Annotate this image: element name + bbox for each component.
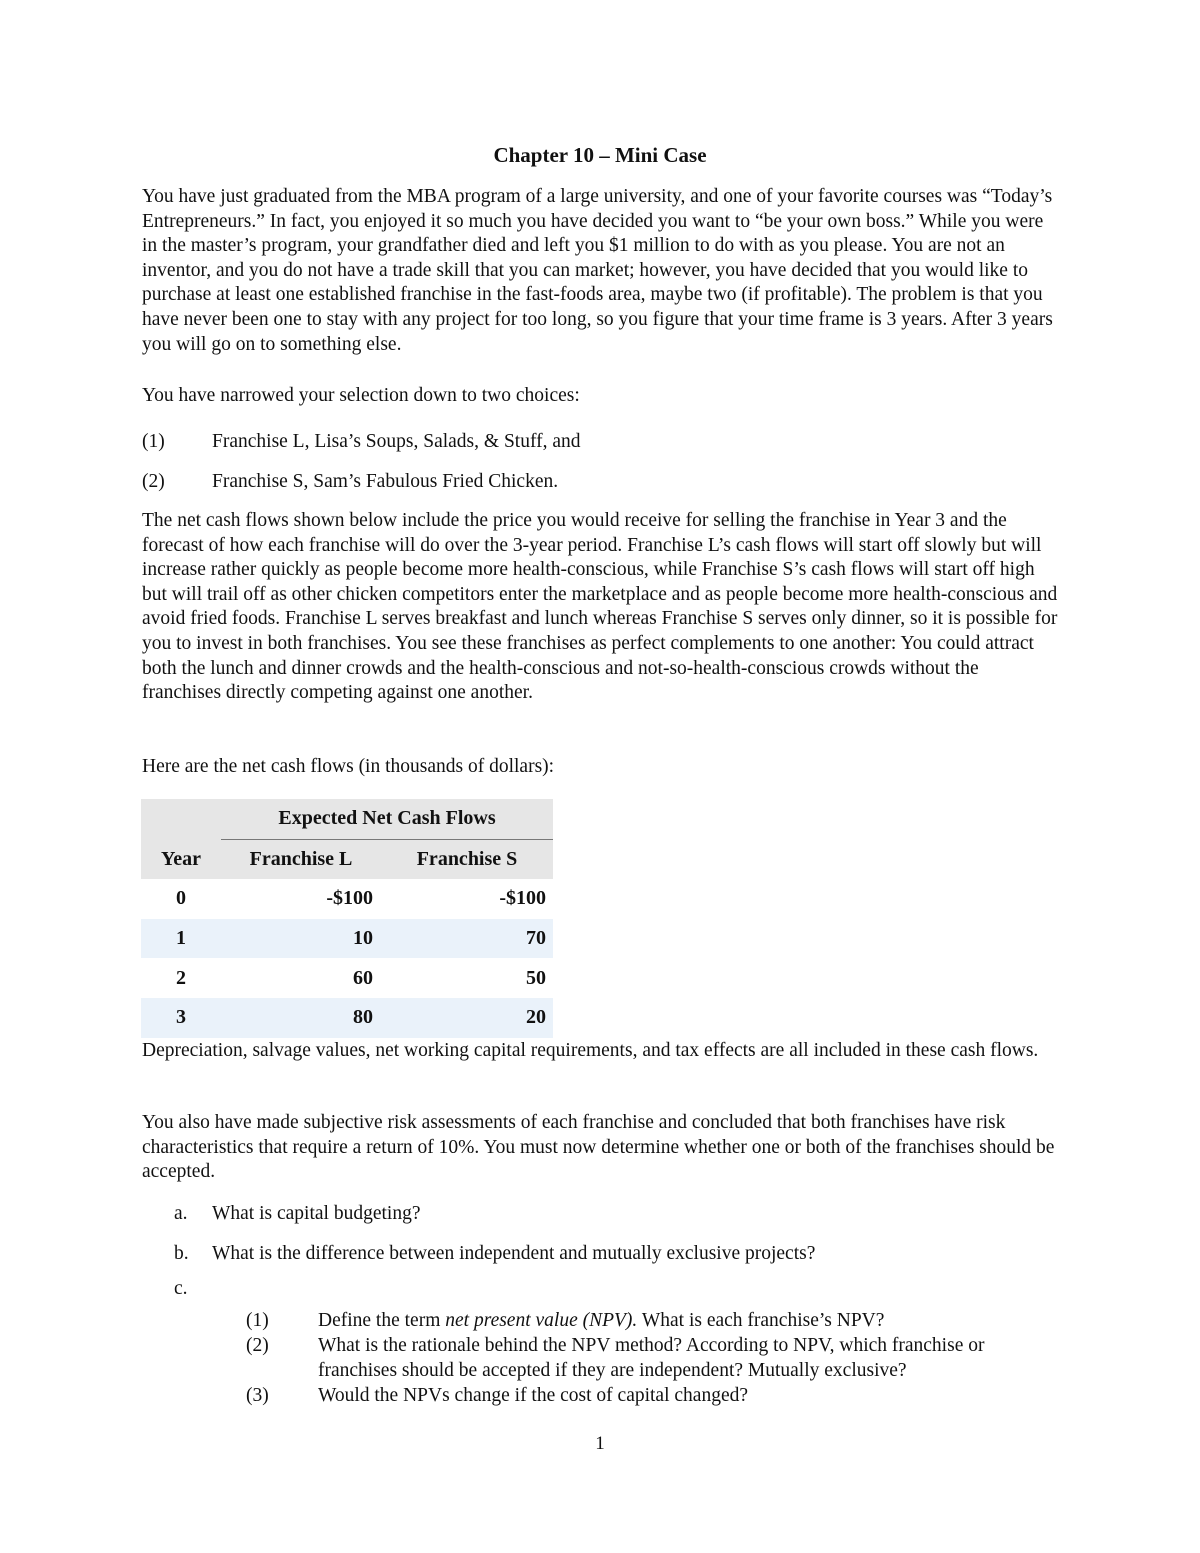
subquestion-number: (1) xyxy=(246,1310,269,1331)
table-row xyxy=(141,998,553,1038)
depreciation-paragraph: Depreciation, salvage values, net working capital requirements, and tax effects are all included in these cash flows. xyxy=(142,1040,1039,1061)
subquestion-number: (3) xyxy=(246,1385,269,1406)
cash-flow-table xyxy=(141,799,553,1038)
cell-franchise-l: -$100 xyxy=(326,887,373,910)
narrowed-paragraph: You have narrowed your selection down to two choices: xyxy=(142,385,580,406)
table-header-row xyxy=(141,799,553,839)
choice-number: (1) xyxy=(142,431,165,452)
cell-franchise-s: 20 xyxy=(526,1006,546,1029)
choice-number: (2) xyxy=(142,471,165,492)
table-intro: Here are the net cash flows (in thousands of dollars): xyxy=(142,756,555,777)
page-number: 1 xyxy=(595,1433,605,1454)
cell-year: 1 xyxy=(141,919,221,959)
cell-franchise-s: -$100 xyxy=(499,887,546,910)
cell-franchise-l: 10 xyxy=(353,927,373,950)
question-text: What is the difference between independent and mutually exclusive projects? xyxy=(212,1243,816,1264)
cell-franchise-l: 80 xyxy=(353,1006,373,1029)
cell-franchise-s: 50 xyxy=(526,966,546,989)
choice-text: Franchise S, Sam’s Fabulous Fried Chicken. xyxy=(212,471,559,492)
cell-year: 3 xyxy=(141,998,221,1038)
question-letter: c. xyxy=(174,1278,188,1299)
question-letter: a. xyxy=(174,1203,188,1224)
column-header-franchise-s: Franchise S xyxy=(381,839,553,879)
subquestion-text: Define the term net present value (NPV). What is each franchise’s NPV? xyxy=(318,1310,885,1331)
column-header-year: Year xyxy=(141,839,221,879)
cash-flow-paragraph: The net cash flows shown below include the price you would receive for selling the franchise in Year 3 and the forecast of how each franchise will do over the 3-year period. Franchise L’s cash flows will start off slowly but will increase rather quickly as people become more health-conscious, while Franchise S’s cash flows will start off high but will trail off as other chicken competitors enter the marketplace and as people become more health-conscious and avoid fried foods. Franchise L serves breakfast and lunch whereas Franchise S serves only dinner, so it is possible for you to invest in both franchises. You see these franchises as perfect complements to one another: You could attract both the lunch and dinner crowds and the health-conscious and not-so-health-conscious crowds without the franchises directly competing against one another. xyxy=(142,510,1058,704)
intro-paragraph: You have just graduated from the MBA program of a large university, and one of your favorite courses was “Today’s Entrepreneurs.” In fact, you enjoyed it so much you have decided you want to “be your own boss.” While you were in the master’s program, your grandfather died and left you $1 million to do with as you please. You are not an inventor, and you do not have a trade skill that you can market; however, you have decided that you would like to purchase at least one established franchise in the fast-foods area, maybe two (if profitable). The problem is that you have never been one to stay with any project for too long, so you figure that your time frame is 3 years. After 3 years you will go on to something else. xyxy=(142,186,1053,355)
subquestion-text: What is the rationale behind the NPV method? According to NPV, which franchise or franchises should be accepted if they are independent? Mutually exclusive? xyxy=(318,1335,985,1381)
question-text: What is capital budgeting? xyxy=(212,1203,421,1224)
cell-franchise-l: 60 xyxy=(353,966,373,989)
subquestion-text: Would the NPVs change if the cost of capital changed? xyxy=(318,1385,748,1406)
column-header-franchise-l: Franchise L xyxy=(221,839,381,879)
cell-year: 0 xyxy=(141,879,221,919)
group-header: Expected Net Cash Flows xyxy=(221,799,553,839)
table-row xyxy=(141,958,553,998)
table-row xyxy=(141,879,553,919)
choice-text: Franchise L, Lisa’s Soups, Salads, & Stuff, and xyxy=(212,431,581,452)
question-letter: b. xyxy=(174,1243,189,1264)
page-title: Chapter 10 – Mini Case xyxy=(493,143,707,167)
cell-year: 2 xyxy=(141,958,221,998)
risk-paragraph: You also have made subjective risk assessments of each franchise and concluded that both franchises have risk characteristics that require a return of 10%. You must now determine whether one or both of the franchises should be accepted. xyxy=(142,1112,1055,1183)
table-row xyxy=(141,919,553,959)
subquestion-number: (2) xyxy=(246,1335,269,1356)
table-header-row xyxy=(141,839,553,879)
cell-franchise-s: 70 xyxy=(526,927,546,950)
